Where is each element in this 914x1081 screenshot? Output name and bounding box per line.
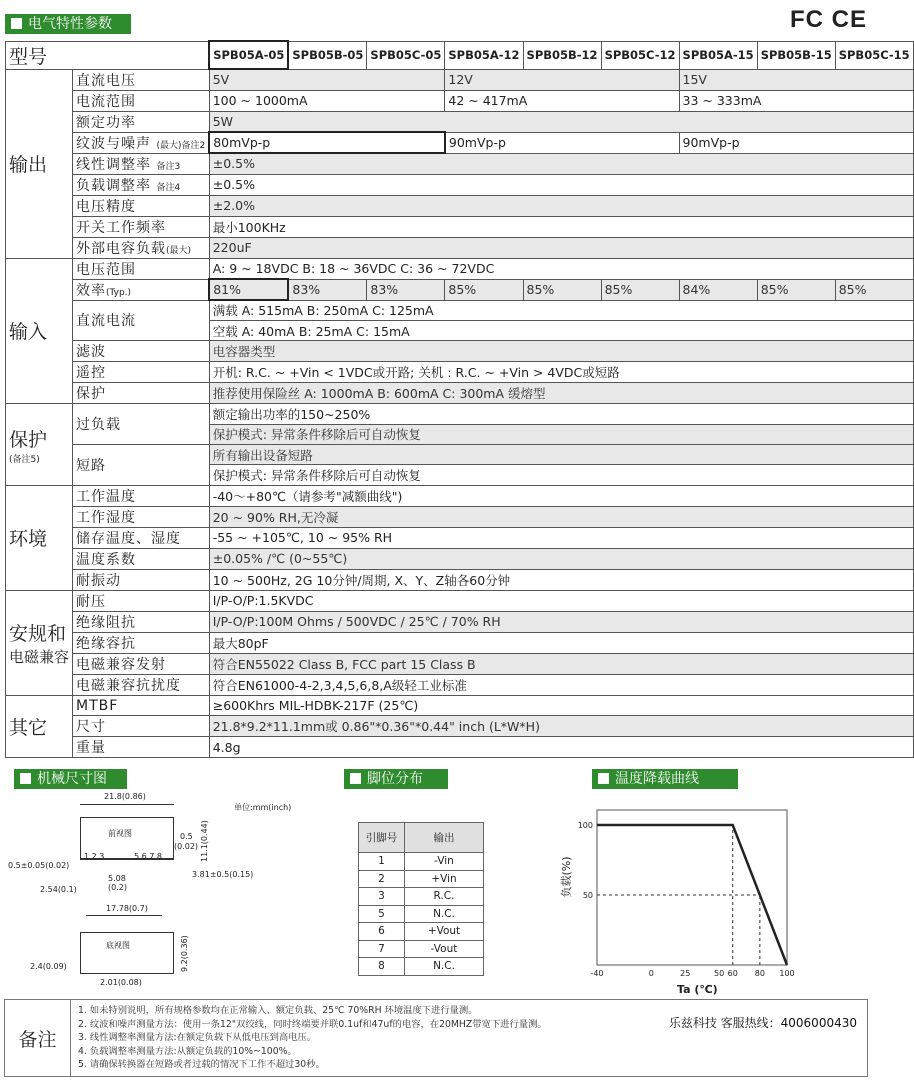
model-header: SPB05A-05 — [209, 41, 288, 69]
cell: -55 ~ +105℃, 10 ~ 95% RH — [209, 527, 913, 548]
x-tick-label: -40 — [590, 969, 604, 978]
bottom-view-label: 底视图 — [106, 941, 130, 950]
x-tick-label: 80 — [754, 969, 765, 978]
pin-func: R.C. — [405, 888, 484, 906]
pin-func: -Vin — [405, 853, 484, 871]
cell: 90mVp-p — [679, 132, 913, 153]
cell: 开机: R.C. ~ +Vin < 1VDC或开路; 关机 : R.C. ~ +Vin > 4VDC或短路 — [209, 362, 913, 383]
dim-length: 21.8(0.86) — [104, 792, 146, 801]
row-label: 纹波与噪声 (最大)备注2 — [73, 132, 210, 153]
cell: 84% — [679, 279, 757, 300]
row-label: 线性调整率 备注3 — [73, 153, 210, 174]
unit-label: 单位:mm(inch) — [234, 803, 292, 812]
row-label: 电磁兼容抗扰度 — [73, 674, 210, 695]
mechanical-drawing — [8, 792, 338, 992]
cell: 所有输出设备短路 — [209, 445, 913, 465]
x-tick-label: 60 — [727, 969, 738, 978]
row-label: 负载调整率 备注4 — [73, 174, 210, 195]
cell: 85% — [601, 279, 679, 300]
pin-num: 2 — [359, 870, 405, 888]
cell: 42 ~ 417mA — [445, 90, 679, 111]
y-tick-label: 100 — [577, 821, 593, 830]
group-protect: 保护 (备注5) — [6, 404, 73, 486]
cell: 20 ~ 90% RH,无冷凝 — [209, 506, 913, 527]
row-label: 耐压 — [73, 590, 210, 611]
row-label: 过负载 — [73, 404, 210, 445]
cell: 保护模式: 异常条件移除后可自动恢复 — [209, 424, 913, 444]
model-header: SPB05C-05 — [367, 41, 445, 69]
row-label: 外部电容负载(最大) — [73, 237, 210, 258]
model-header: SPB05A-15 — [679, 41, 757, 69]
pin-header: 引脚号 — [359, 823, 405, 853]
row-label: 开关工作频率 — [73, 216, 210, 237]
cell: 81% — [209, 279, 288, 300]
pin-num: 5 — [359, 905, 405, 923]
cell: ≥600Khrs MIL-HDBK-217F (25℃) — [209, 695, 913, 715]
dim: 3.81±0.5(0.15) — [192, 870, 254, 879]
row-label: 重量 — [73, 737, 210, 758]
y-axis-label: 负载(%) — [560, 856, 573, 898]
pins-right: 5 6 7 8 — [134, 852, 162, 861]
dim: 0.5 — [180, 832, 193, 841]
row-label: 工作湿度 — [73, 506, 210, 527]
row-label: 储存温度、湿度 — [73, 527, 210, 548]
row-label: 效率(Typ.) — [73, 279, 210, 300]
front-view-label: 前视图 — [108, 829, 132, 838]
row-label: 绝缘阻抗 — [73, 611, 210, 632]
model-header: SPB05C-15 — [835, 41, 913, 69]
row-label: 电流范围 — [73, 90, 210, 111]
row-label: 电压精度 — [73, 195, 210, 216]
pin-func: +Vout — [405, 923, 484, 941]
row-label: 短路 — [73, 445, 210, 486]
hotline: 乐兹科技 客服热线：4006000430 — [668, 1016, 857, 1030]
plot-frame — [597, 810, 787, 965]
cell: 83% — [367, 279, 445, 300]
pin-num: 1 — [359, 853, 405, 871]
note-line: 1. 如未特别说明，所有规格参数均在正常输入、额定负载、25℃ 70%RH 环境温度下进行量测。 — [78, 1005, 478, 1016]
group-env: 环境 — [6, 485, 73, 590]
group-input: 输入 — [6, 258, 73, 404]
cell: ±0.5% — [209, 153, 913, 174]
pin-func: -Vout — [405, 940, 484, 958]
pin-num: 3 — [359, 888, 405, 906]
row-label: 额定功率 — [73, 111, 210, 132]
note-line: 4. 负载调整率测量方法:从额定负载的10%~100%。 — [78, 1045, 297, 1057]
dim-width: 9.2(0.36) — [180, 935, 189, 972]
cell: 90mVp-p — [445, 132, 679, 153]
model-header: SPB05A-12 — [445, 41, 523, 69]
notes-label: 备注 — [5, 1000, 71, 1076]
row-label: 绝缘容抗 — [73, 632, 210, 653]
x-tick-label: 100 — [779, 969, 795, 978]
model-header: SPB05C-12 — [601, 41, 679, 69]
cell: 85% — [523, 279, 601, 300]
section-title: 电气特性参数 — [28, 16, 112, 32]
model-label: 型号 — [6, 41, 210, 69]
row-label: MTBF — [73, 695, 210, 715]
row-label: 直流电流 — [73, 300, 210, 341]
derating-chart — [552, 800, 802, 998]
cell: 85% — [835, 279, 913, 300]
cell: 80mVp-p — [209, 132, 445, 153]
model-header: SPB05B-05 — [288, 41, 367, 69]
row-label: 温度系数 — [73, 548, 210, 569]
spec-table — [5, 40, 914, 758]
cell: 12V — [445, 69, 679, 90]
certification-logo: FC CE — [790, 6, 867, 33]
notes-section — [4, 999, 868, 1077]
y-tick-label: 50 — [582, 891, 593, 900]
cell: 100 ~ 1000mA — [209, 90, 445, 111]
row-label: 工作温度 — [73, 485, 210, 506]
cell: 电容器类型 — [209, 341, 913, 362]
note-line: 3. 线性调整率测量方法:在额定负载下从低电压到高电压。 — [78, 1032, 317, 1044]
cell: 5V — [209, 69, 445, 90]
pin-num: 8 — [359, 958, 405, 976]
cell: 33 ~ 333mA — [679, 90, 913, 111]
cell: ±0.5% — [209, 174, 913, 195]
dim-height: 11.1(0.44) — [200, 820, 209, 862]
section-header-pinout: 脚位分布 — [344, 769, 448, 789]
model-header: SPB05B-15 — [757, 41, 835, 69]
cell: 5W — [209, 111, 913, 132]
row-label: 滤波 — [73, 341, 210, 362]
note-line: 2. 纹波和噪声测量方法：使用一条12"双绞线，同时终端要并联0.1uf和47uf的电容，在20MHZ带宽下进行量测。 — [78, 1018, 547, 1030]
group-safety: 安规和 电磁兼容 — [6, 590, 73, 695]
cell: 10 ~ 500Hz, 2G 10分钟/周期, X、Y、Z轴各60分钟 — [209, 569, 913, 590]
cell: 21.8*9.2*11.1mm或 0.86"*0.36"*0.44" inch (L*W*H) — [209, 716, 913, 737]
cell: A: 9 ~ 18VDC B: 18 ~ 36VDC C: 36 ~ 72VDC — [209, 258, 913, 279]
dim: (0.02) — [174, 842, 199, 851]
section-header-derating: 温度降载曲线 — [592, 769, 738, 789]
cell: 空载 A: 40mA B: 25mA C: 15mA — [209, 320, 913, 340]
dim: 2.01(0.08) — [100, 978, 142, 987]
cell: 额定输出功率的150~250% — [209, 404, 913, 424]
group-output: 输出 — [6, 69, 73, 258]
cell: 最大80pF — [209, 632, 913, 653]
pin-num: 6 — [359, 923, 405, 941]
pin-func: N.C. — [405, 958, 484, 976]
cell: ±2.0% — [209, 195, 913, 216]
cell: 220uF — [209, 237, 913, 258]
cell: 85% — [445, 279, 523, 300]
pin-header: 输出 — [405, 823, 484, 853]
cell: 符合EN55022 Class B, FCC part 15 Class B — [209, 653, 913, 674]
cell: 满载 A: 515mA B: 250mA C: 125mA — [209, 300, 913, 320]
x-axis-label: Ta (℃) — [677, 983, 718, 996]
model-header: SPB05B-12 — [523, 41, 601, 69]
row-label: 耐振动 — [73, 569, 210, 590]
cell: 推荐使用保险丝 A: 1000mA B: 600mA C: 300mA 缓熔型 — [209, 383, 913, 404]
cell: I/P-O/P:1.5KVDC — [209, 590, 913, 611]
cell: 4.8g — [209, 737, 913, 758]
row-label: 保护 — [73, 383, 210, 404]
cell: 15V — [679, 69, 913, 90]
pin-func: +Vin — [405, 870, 484, 888]
cell: 最小100KHz — [209, 216, 913, 237]
derating-line — [597, 825, 787, 965]
dim: (0.2) — [108, 883, 127, 892]
x-tick-label: 0 — [648, 969, 654, 978]
pins-left: 1 2 3 — [84, 852, 105, 861]
dim: 2.4(0.09) — [30, 962, 67, 971]
section-header-electrical — [5, 14, 131, 34]
pinout-table — [358, 822, 484, 976]
cell: 保护模式: 异常条件移除后可自动恢复 — [209, 465, 913, 485]
pins-row — [80, 859, 174, 881]
x-tick-label: 50 — [714, 969, 725, 978]
cell: I/P-O/P:100M Ohms / 500VDC / 25℃ / 70% RH — [209, 611, 913, 632]
row-label: 电磁兼容发射 — [73, 653, 210, 674]
pin-func: N.C. — [405, 905, 484, 923]
pin-num: 7 — [359, 940, 405, 958]
x-tick-label: 25 — [680, 969, 691, 978]
dim: 5.08 — [108, 874, 126, 883]
cell: 符合EN61000-4-2,3,4,5,6,8,A级轻工业标准 — [209, 674, 913, 695]
cell: 85% — [757, 279, 835, 300]
dim: 17.78(0.7) — [106, 904, 148, 913]
notes-text — [78, 1004, 547, 1072]
row-label: 遥控 — [73, 362, 210, 383]
group-other: 其它 — [6, 695, 73, 757]
row-label: 直流电压 — [73, 69, 210, 90]
cell: 83% — [288, 279, 367, 300]
dim: 2.54(0.1) — [40, 885, 77, 894]
section-header-mechanical: 机械尺寸图 — [14, 769, 127, 789]
cell: ±0.05% /℃ (0~55℃) — [209, 548, 913, 569]
row-label: 电压范围 — [73, 258, 210, 279]
row-label: 尺寸 — [73, 716, 210, 737]
bottom-view-box — [80, 932, 174, 974]
note-line: 5. 请确保转换器在短路或者过载的情况下工作不超过30秒。 — [78, 1059, 325, 1071]
dim: 0.5±0.05(0.02) — [8, 861, 70, 870]
cell: -40～+80℃（请参考"减额曲线") — [209, 485, 913, 506]
